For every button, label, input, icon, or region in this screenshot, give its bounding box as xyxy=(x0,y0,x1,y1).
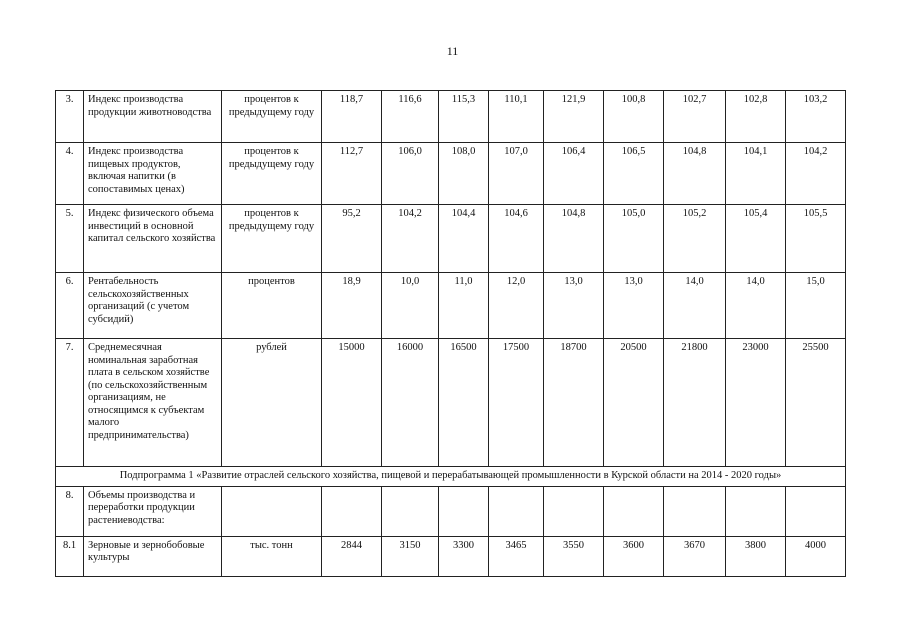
value-cell: 17500 xyxy=(489,339,544,467)
row-number: 8. xyxy=(56,486,84,536)
indicator-name: Среднемесячная номинальная заработная плата в сельском хозяйстве (по сельскохозяйственным организациям, не относящимся к субъектам малого предпринимательства) xyxy=(84,339,222,467)
value-cell: 15000 xyxy=(322,339,382,467)
row-number: 5. xyxy=(56,205,84,273)
subprogram-title: Подпрограмма 1 «Развитие отраслей сельского хозяйства, пищевой и перерабатывающей промышленности в Курской области на 2014 - 2020 годы» xyxy=(56,467,846,487)
indicator-name: Индекс физического объема инвестиций в основной капитал сельского хозяйства xyxy=(84,205,222,273)
table-row xyxy=(56,205,846,273)
value-cell: 107,0 xyxy=(489,143,544,205)
value-cell: 104,1 xyxy=(726,143,786,205)
row-number: 4. xyxy=(56,143,84,205)
value-cell: 15,0 xyxy=(786,273,846,339)
table-row xyxy=(56,273,846,339)
value-cell: 105,0 xyxy=(604,205,664,273)
subprogram-row xyxy=(56,467,846,487)
value-cell: 3670 xyxy=(664,536,726,576)
value-cell: 23000 xyxy=(726,339,786,467)
table-row xyxy=(56,339,846,467)
row-number: 7. xyxy=(56,339,84,467)
value-cell: 108,0 xyxy=(439,143,489,205)
value-cell: 3600 xyxy=(604,536,664,576)
indicator-name: Индекс производства пищевых продуктов, включая напитки (в сопоставимых ценах) xyxy=(84,143,222,205)
value-cell: 106,0 xyxy=(382,143,439,205)
value-cell: 3300 xyxy=(439,536,489,576)
unit-of-measure: процентов к предыдущему году xyxy=(222,91,322,143)
value-cell: 118,7 xyxy=(322,91,382,143)
value-cell xyxy=(489,486,544,536)
value-cell: 104,8 xyxy=(544,205,604,273)
value-cell: 115,3 xyxy=(439,91,489,143)
value-cell xyxy=(322,486,382,536)
value-cell: 102,7 xyxy=(664,91,726,143)
unit-of-measure: процентов к предыдущему году xyxy=(222,143,322,205)
indicator-name: Объемы производства и переработки продукции растениеводства: xyxy=(84,486,222,536)
unit-of-measure: процентов xyxy=(222,273,322,339)
value-cell: 18700 xyxy=(544,339,604,467)
table-row xyxy=(56,143,846,205)
value-cell: 100,8 xyxy=(604,91,664,143)
value-cell: 121,9 xyxy=(544,91,604,143)
value-cell: 14,0 xyxy=(664,273,726,339)
value-cell: 104,8 xyxy=(664,143,726,205)
value-cell: 11,0 xyxy=(439,273,489,339)
table-row xyxy=(56,486,846,536)
value-cell: 104,2 xyxy=(382,205,439,273)
unit-of-measure xyxy=(222,486,322,536)
value-cell: 3465 xyxy=(489,536,544,576)
value-cell: 95,2 xyxy=(322,205,382,273)
value-cell xyxy=(544,486,604,536)
value-cell xyxy=(382,486,439,536)
value-cell: 106,4 xyxy=(544,143,604,205)
value-cell: 105,5 xyxy=(786,205,846,273)
value-cell: 104,6 xyxy=(489,205,544,273)
value-cell: 18,9 xyxy=(322,273,382,339)
value-cell xyxy=(439,486,489,536)
value-cell: 105,2 xyxy=(664,205,726,273)
value-cell xyxy=(664,486,726,536)
value-cell: 105,4 xyxy=(726,205,786,273)
value-cell: 104,4 xyxy=(439,205,489,273)
value-cell: 3150 xyxy=(382,536,439,576)
unit-of-measure: тыс. тонн xyxy=(222,536,322,576)
indicator-name: Рентабельность сельскохозяйственных организаций (с учетом субсидий) xyxy=(84,273,222,339)
row-number: 8.1 xyxy=(56,536,84,576)
row-number: 3. xyxy=(56,91,84,143)
value-cell: 3550 xyxy=(544,536,604,576)
value-cell xyxy=(726,486,786,536)
value-cell: 116,6 xyxy=(382,91,439,143)
value-cell xyxy=(786,486,846,536)
value-cell: 4000 xyxy=(786,536,846,576)
value-cell: 2844 xyxy=(322,536,382,576)
unit-of-measure: процентов к предыдущему году xyxy=(222,205,322,273)
value-cell: 14,0 xyxy=(726,273,786,339)
value-cell: 13,0 xyxy=(544,273,604,339)
value-cell: 106,5 xyxy=(604,143,664,205)
value-cell: 3800 xyxy=(726,536,786,576)
value-cell: 25500 xyxy=(786,339,846,467)
value-cell: 21800 xyxy=(664,339,726,467)
value-cell: 12,0 xyxy=(489,273,544,339)
value-cell: 16500 xyxy=(439,339,489,467)
page-number: 11 xyxy=(446,44,459,58)
value-cell: 104,2 xyxy=(786,143,846,205)
value-cell: 10,0 xyxy=(382,273,439,339)
indicator-name: Зерновые и зернобобовые культуры xyxy=(84,536,222,576)
row-number: 6. xyxy=(56,273,84,339)
unit-of-measure: рублей xyxy=(222,339,322,467)
table-row xyxy=(56,536,846,576)
table-row xyxy=(56,91,846,143)
value-cell: 20500 xyxy=(604,339,664,467)
indicators-table xyxy=(55,90,846,577)
value-cell: 112,7 xyxy=(322,143,382,205)
value-cell xyxy=(604,486,664,536)
value-cell: 16000 xyxy=(382,339,439,467)
value-cell: 13,0 xyxy=(604,273,664,339)
value-cell: 110,1 xyxy=(489,91,544,143)
value-cell: 103,2 xyxy=(786,91,846,143)
value-cell: 102,8 xyxy=(726,91,786,143)
indicator-name: Индекс производства продукции животноводства xyxy=(84,91,222,143)
